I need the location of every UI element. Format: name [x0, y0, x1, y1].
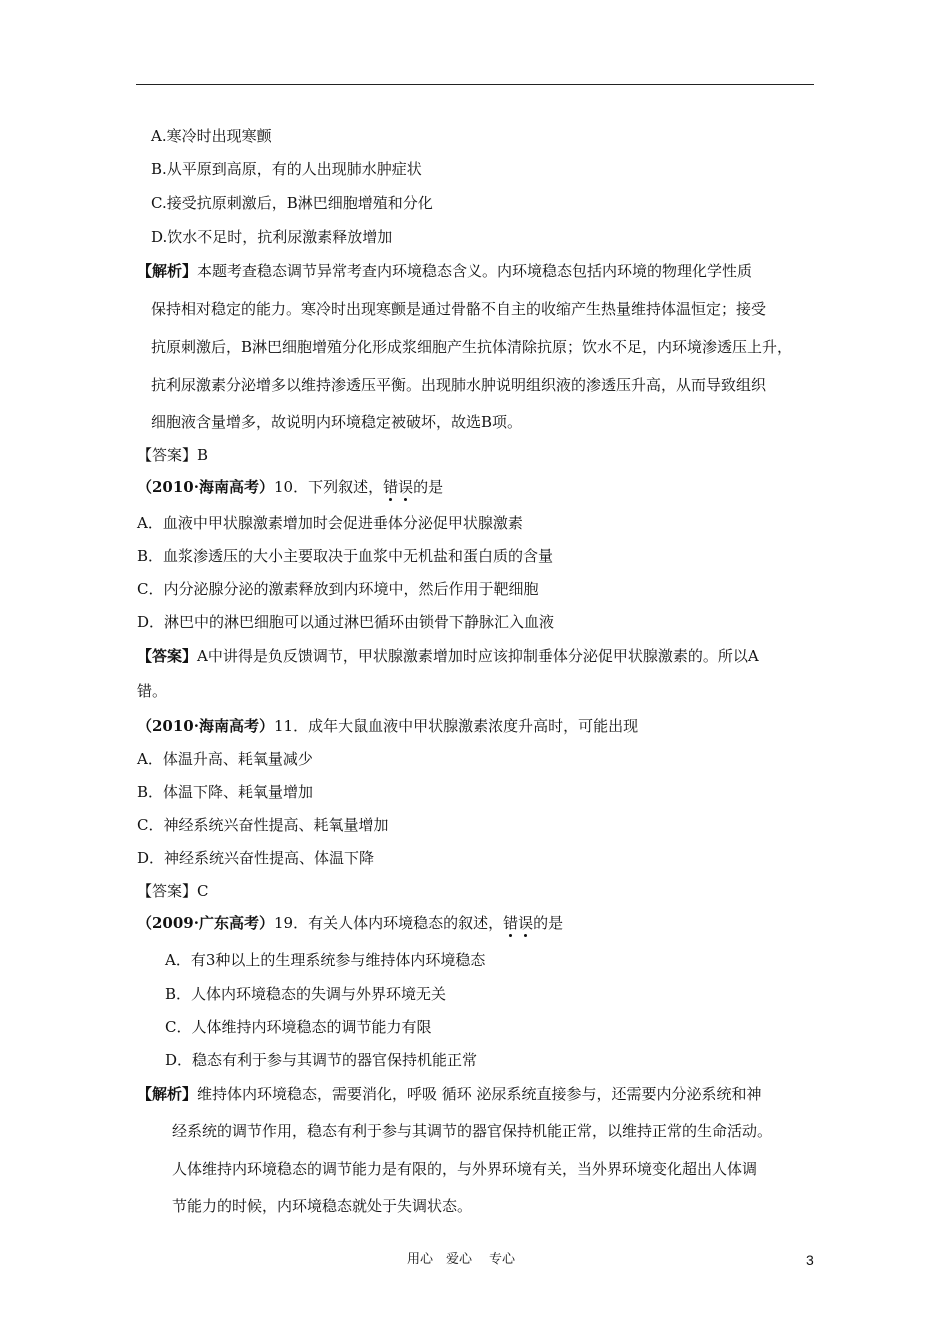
- answer-line-cont: 错。: [137, 682, 168, 700]
- answer-line: 【答案】C: [137, 882, 209, 900]
- analysis-line: 细胞液含量增多，故说明内环境稳定被破坏，故选B项。: [151, 413, 523, 431]
- question-text-end: 的是: [413, 478, 444, 496]
- option-d: D．稳态有利于参与其调节的器官保持机能正常: [165, 1051, 478, 1069]
- question-source: （2009·广东高考）: [137, 914, 274, 932]
- answer-line: 【答案】B: [137, 446, 209, 464]
- emphasis-char: 误: [518, 914, 534, 932]
- analysis-line: [137, 1084, 762, 1104]
- option-c: C．人体维持内环境稳态的调节能力有限: [165, 1018, 432, 1036]
- analysis-tag: 【解析】: [137, 262, 198, 280]
- analysis-line: 经系统的调节作用，稳态有利于参与其调节的器官保持机能正常，以维持正常的生命活动。: [172, 1122, 773, 1140]
- analysis-line: 抗原刺激后，B淋巴细胞增殖分化形成浆细胞产生抗体清除抗原；饮水不足，内环境渗透压上升，: [151, 338, 793, 356]
- analysis-line: 保持相对稳定的能力。寒冷时出现寒颤是通过骨骼不自主的收缩产生热量维持体温恒定；接受: [151, 300, 767, 318]
- emphasis-char: 错: [503, 914, 519, 932]
- option-c: C.接受抗原刺激后，B淋巴细胞增殖和分化: [151, 194, 433, 212]
- option-a: A．血液中甲状腺激素增加时会促进垂体分泌促甲状腺激素: [137, 514, 523, 532]
- option-b: B.从平原到高原，有的人出现肺水肿症状: [151, 160, 422, 178]
- question-text-end: 的是: [533, 914, 564, 932]
- emphasis-char: 错: [383, 478, 399, 496]
- answer-tag: 【答案】: [137, 647, 198, 665]
- question-11: [137, 716, 638, 736]
- option-a: A.寒冷时出现寒颤: [151, 127, 272, 145]
- question-text: 19．有关人体内环境稳态的叙述，: [273, 914, 504, 932]
- option-a: A．体温升高、耗氧量减少: [137, 750, 313, 768]
- option-d: D．淋巴中的淋巴细胞可以通过淋巴循环由锁骨下静脉汇入血液: [137, 613, 555, 631]
- question-text: 11．成年大鼠血液中甲状腺激素浓度升高时，可能出现: [273, 717, 639, 735]
- analysis-line: 抗利尿激素分泌增多以维持渗透压平衡。出现肺水肿说明组织液的渗透压升高，从而导致组织: [151, 376, 767, 394]
- option-d: D．神经系统兴奋性提高、体温下降: [137, 849, 375, 867]
- question-19: [137, 913, 563, 933]
- option-b: B．人体内环境稳态的失调与外界环境无关: [165, 985, 447, 1003]
- analysis-line: 节能力的时候，内环境稳态就处于失调状态。: [172, 1197, 473, 1215]
- option-b: B．血浆渗透压的大小主要取决于血浆中无机盐和蛋白质的含量: [137, 547, 554, 565]
- question-text: 10．下列叙述，: [273, 478, 384, 496]
- footer-right: 专心: [489, 1252, 516, 1267]
- question-10: [137, 477, 443, 497]
- answer-line: [137, 646, 759, 666]
- footer-left: 用心: [407, 1252, 434, 1267]
- option-c: C．内分泌腺分泌的激素释放到内环境中，然后作用于靶细胞: [137, 580, 539, 598]
- analysis-text: 维持体内环境稳态，需要消化，呼吸 循环 泌尿系统直接参与，还需要内分泌系统和神: [197, 1085, 762, 1103]
- analysis-line: 人体维持内环境稳态的调节能力是有限的，与外界环境有关，当外界环境变化超出人体调: [172, 1160, 758, 1178]
- question-source: （2010·海南高考）: [137, 478, 274, 496]
- question-source: （2010·海南高考）: [137, 717, 274, 735]
- option-c: C．神经系统兴奋性提高、耗氧量增加: [137, 816, 389, 834]
- answer-text: A中讲得是负反馈调节，甲状腺激素增加时应该抑制垂体分泌促甲状腺激素的。所以A: [197, 647, 759, 665]
- option-d: D.饮水不足时，抗利尿激素释放增加: [151, 228, 393, 246]
- option-a: A．有3种以上的生理系统参与维持体内环境稳态: [165, 951, 486, 969]
- footer-mid: 爱心: [446, 1252, 473, 1267]
- page-number: 3: [806, 1252, 814, 1268]
- header-rule: [136, 84, 814, 85]
- emphasis-char: 误: [398, 478, 414, 496]
- analysis-text: 本题考查稳态调节异常考查内环境稳态含义。内环境稳态包括内环境的物理化学性质: [197, 262, 753, 280]
- analysis-line: [137, 261, 752, 281]
- analysis-tag: 【解析】: [137, 1085, 198, 1103]
- option-b: B．体温下降、耗氧量增加: [137, 783, 314, 801]
